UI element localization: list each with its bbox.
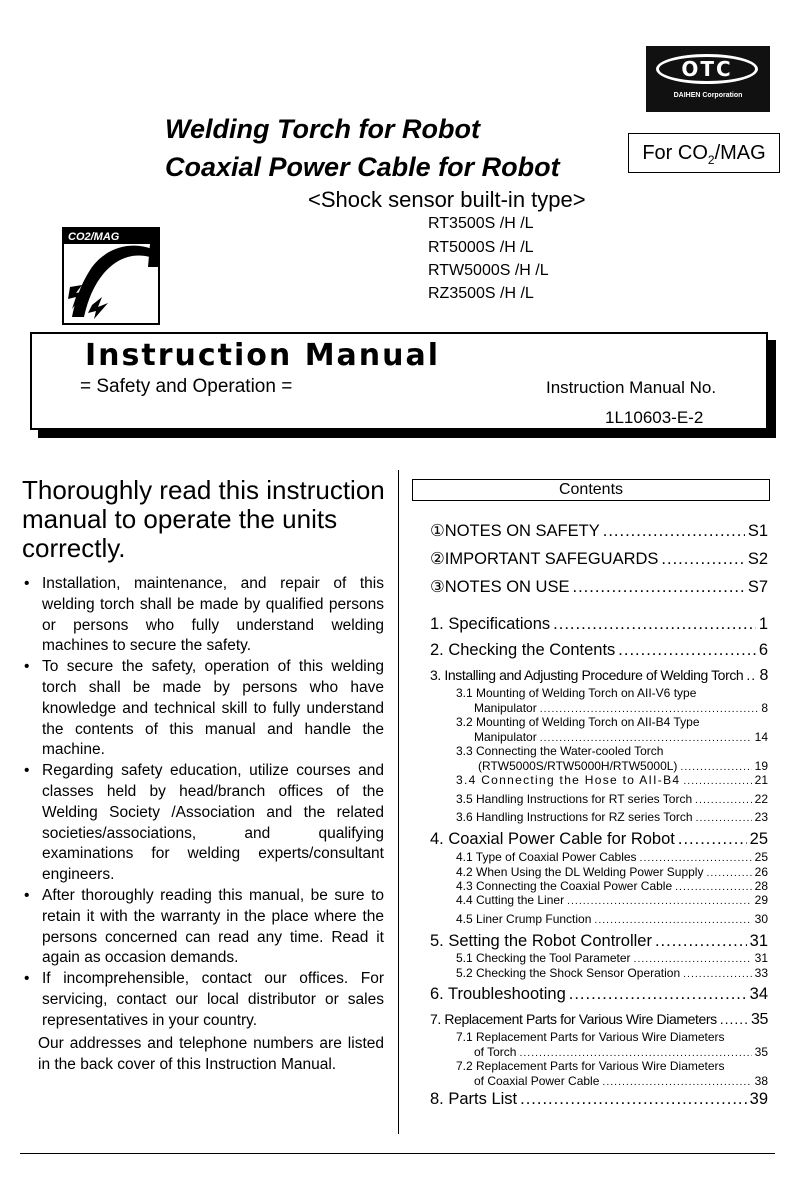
toc-label: 5.1 Checking the Tool Parameter [456, 951, 631, 965]
otc-logo [646, 46, 770, 112]
toc-page: 35 [751, 1011, 768, 1028]
toc-page: 31 [749, 932, 768, 950]
toc-label: of Torch [474, 1045, 517, 1059]
toc-page: S1 [747, 522, 768, 540]
toc-page: 31 [754, 951, 768, 965]
toc-entry[interactable] [456, 893, 768, 907]
title-subtitle: <Shock sensor built-in type> [308, 187, 586, 212]
toc-page: 26 [754, 865, 768, 879]
toc-entry[interactable] [456, 912, 768, 926]
toc-entry[interactable] [456, 865, 768, 879]
toc-label: Manipulator [474, 701, 537, 715]
toc-subentry: 7.2 Replacement Parts for Various Wire Diameters [456, 1059, 725, 1073]
bullet-item: • To secure the safety, operation of this welding torch shall be made by persons who have knowledge and technical skill to fully understand the contents of this manual and handle the machine. [22, 657, 384, 761]
manual-number: 1L10603-E-2 [605, 408, 704, 427]
toc-label: ③NOTES ON USE [430, 578, 570, 596]
toc-label: 5. Setting the Robot Controller [430, 932, 652, 950]
model-number: RTW5000S /H /L [428, 262, 549, 279]
toc-entry[interactable] [474, 701, 768, 715]
toc-page: 39 [749, 1090, 768, 1108]
bullet-item: • Installation, maintenance, and repair of this welding torch shall be made by qualified persons or persons who fully understand welding machines to secure the safety. [22, 574, 384, 657]
toc-label: 2. Checking the Contents [430, 641, 616, 659]
toc-entry[interactable] [456, 879, 768, 893]
contents-heading: Contents [412, 479, 770, 501]
co2-mag-welding-icon [62, 227, 160, 325]
toc-entry[interactable] [474, 730, 768, 744]
toc-entry[interactable] [474, 1045, 768, 1059]
toc-entry[interactable] [430, 615, 768, 634]
toc-label: 3.6 Handling Instructions for RZ series Torch [456, 810, 693, 824]
toc-label: 4. Coaxial Power Cable for Robot [430, 830, 675, 848]
toc-label: 3.4 Connecting the Hose to AII-B4 [456, 773, 681, 787]
toc-label: (RTW5000S/RTW5000H/RTW5000L) [478, 759, 678, 773]
toc-page: 38 [754, 1074, 768, 1088]
toc-label: 8. Parts List [430, 1090, 518, 1108]
toc-page: 30 [754, 912, 768, 926]
toc-page: 33 [754, 966, 768, 980]
manual-number-label: Instruction Manual No. [546, 378, 717, 397]
co2-mag-badge [628, 133, 780, 173]
toc-subentry: 3.1 Mounting of Welding Torch on AII-V6 type [456, 686, 697, 700]
toc-label: 4.1 Type of Coaxial Power Cables [456, 850, 637, 864]
toc-label: ②IMPORTANT SAFEGUARDS [430, 550, 659, 568]
toc-label: 6. Troubleshooting [430, 985, 566, 1003]
title-line-1: Welding Torch for Robot [165, 114, 480, 144]
bottom-rule [20, 1153, 775, 1154]
toc-entry[interactable] [456, 773, 768, 787]
model-number: RT5000S /H /L [428, 239, 534, 256]
toc-page: 29 [754, 893, 768, 907]
co2-icon-label: CO2/MAG [68, 231, 120, 243]
toc-label: ①NOTES ON SAFETY [430, 522, 600, 540]
badge-suffix: /MAG [714, 142, 766, 164]
toc-entry[interactable] [456, 966, 768, 980]
toc-entry[interactable] [430, 667, 768, 685]
toc-entry[interactable] [430, 641, 768, 660]
bullet-item: • After thoroughly reading this manual, be sure to retain it with the warranty in the place where the persons concerned can read any time. Read it again as occasion demands. [22, 886, 384, 969]
lead-statement: Thoroughly read this instruction manual to operate the units correctly. [22, 475, 385, 563]
toc-page: 8 [761, 701, 768, 715]
toc-label: 4.4 Cutting the Liner [456, 893, 565, 907]
toc-entry[interactable] [456, 792, 768, 806]
toc-subentry: 3.3 Connecting the Water-cooled Torch [456, 744, 664, 758]
toc-subentry: 7.1 Replacement Parts for Various Wire Diameters [456, 1030, 725, 1044]
toc-label: 7. Replacement Parts for Various Wire Diameters [430, 1011, 717, 1027]
toc-label: 4.5 Liner Crump Function [456, 912, 592, 926]
toc-page: 1 [758, 615, 768, 633]
bullet-item: • If incomprehensible, contact our offices. For servicing, contact our local distributor or sales representatives in your country. [22, 969, 384, 1031]
toc-page: 21 [754, 773, 768, 787]
manual-subtitle: = Safety and Operation = [80, 376, 293, 397]
toc-label: 5.2 Checking the Shock Sensor Operation [456, 966, 681, 980]
toc-page: 25 [754, 850, 768, 864]
toc-label: 3. Installing and Adjusting Procedure of Welding Torch [430, 667, 744, 683]
toc-page: 8 [759, 667, 768, 684]
logo-name: OTC [656, 54, 758, 84]
toc-page: 6 [758, 641, 768, 659]
badge-sub: 2 [707, 153, 715, 167]
safety-bullet-list [22, 574, 384, 1032]
toc-page: 28 [754, 879, 768, 893]
toc-page: 22 [754, 792, 768, 806]
toc-page: 25 [749, 830, 768, 848]
model-number: RZ3500S /H /L [428, 285, 534, 302]
toc-page: 14 [754, 730, 768, 744]
toc-entry[interactable] [430, 577, 768, 597]
toc-entry[interactable] [430, 549, 768, 569]
toc-entry[interactable] [478, 759, 768, 773]
toc-page: 23 [754, 810, 768, 824]
bullet-item: • Regarding safety education, utilize courses and classes held by head/branch offices of the Welding Society /Association and the related societies/associations, and qualifying examinations for welding experts/consultant engineers. [22, 761, 384, 886]
closing-paragraph: Our addresses and telephone numbers are listed in the back cover of this Instruction Manual. [38, 1035, 384, 1073]
toc-entry[interactable] [474, 1074, 768, 1088]
toc-page: 34 [749, 985, 768, 1003]
toc-entry[interactable] [430, 521, 768, 541]
toc-entry[interactable] [456, 850, 768, 864]
toc-page: S7 [747, 578, 768, 596]
toc-entry[interactable] [430, 830, 768, 849]
manual-title: Instruction Manual [85, 338, 441, 373]
toc-entry[interactable] [430, 1090, 768, 1109]
toc-subentry: 3.2 Mounting of Welding Torch on AII-B4 Type [456, 715, 700, 729]
badge-prefix: For CO [642, 142, 708, 164]
model-number: RT3500S /H /L [428, 215, 534, 232]
toc-entry[interactable] [430, 1011, 768, 1029]
logo-subtitle: DAIHEN Corporation [673, 92, 743, 99]
toc-label: 4.3 Connecting the Coaxial Power Cable [456, 879, 673, 893]
toc-label: of Coaxial Power Cable [474, 1074, 600, 1088]
toc-label: 4.2 When Using the DL Welding Power Supply [456, 865, 704, 879]
toc-entry[interactable] [456, 810, 768, 824]
toc-label: Manipulator [474, 730, 537, 744]
toc-page: 19 [754, 759, 768, 773]
toc-entry[interactable] [430, 985, 768, 1004]
toc-page: 35 [754, 1045, 768, 1059]
toc-page: S2 [747, 550, 768, 568]
toc-label: 1. Specifications [430, 615, 551, 633]
toc-entry[interactable] [456, 951, 768, 965]
title-line-2: Coaxial Power Cable for Robot [165, 152, 560, 182]
toc-entry[interactable] [430, 932, 768, 951]
toc-label: 3.5 Handling Instructions for RT series Torch [456, 792, 693, 806]
column-divider [398, 470, 399, 1134]
